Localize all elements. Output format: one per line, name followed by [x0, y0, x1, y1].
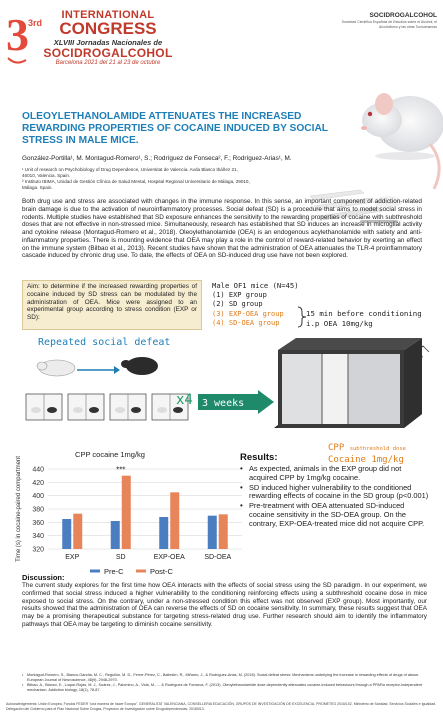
x-tick-label: EXP-OEA — [153, 554, 185, 561]
bar-prec-exp — [62, 519, 71, 549]
y-tick-label: 360 — [32, 519, 44, 527]
congress-dates: Barcelona 2021 del 21 al 23 de octubre — [55, 60, 161, 66]
y-tick-label: 340 — [32, 533, 44, 541]
result-item-1: • As expected, animals in the EXP group did not acquired CPP by 1mg/kg cocaine. — [240, 465, 430, 483]
results-section — [240, 452, 430, 530]
weeks-arrow-icon — [196, 390, 276, 414]
bar-postc-sd-oea — [219, 514, 228, 549]
society-logo-subtitle: Sociedad Científica Española de Estudios sobre el Alcohol, el Alcoholismo y las otras Toxicomanías — [341, 20, 437, 29]
group-item-sd: (2) SD group — [212, 300, 263, 308]
result-item-3: • Pre-treatment with OEA attenuated SD-induced cocaine sensitivity in the SD-OEA group. On the contrary, EXP-OEA-treated mice did not acquire CPP. — [240, 502, 430, 528]
defeat-cage-3 — [110, 394, 146, 420]
defeat-cage-2 — [68, 394, 104, 420]
x-tick-label: EXP — [65, 554, 80, 561]
bar-postc-sd — [122, 476, 131, 549]
cpp-subthreshold: subthreshold dose — [349, 446, 406, 452]
y-tick-label: 380 — [32, 506, 44, 514]
social-defeat-illustration — [22, 348, 192, 428]
legend-label: Pre-C — [104, 567, 124, 576]
ordinal-suffix: 3rd — [28, 18, 43, 28]
poster-authors: González-Portilla¹, M. Montagud-Romero¹, S.; Rodríguez de Fonseca², F.; Rodríguez-Arias¹, M. — [22, 155, 292, 162]
cpp-apparatus-photo — [268, 330, 428, 440]
society-logo-name: SOCIDROGALCOHOL — [369, 12, 437, 19]
congress-intl: INTERNATIONAL — [61, 9, 155, 21]
groups-title: Male OF1 mice (N=45) — [212, 281, 299, 290]
cpp-bar-chart — [10, 447, 250, 577]
poster-title: OLEOYLETHANOLAMIDE ATTENUATES THE INCREASED REWARDING PROPERTIES OF COCAINE INDUCED BY SOCIAL STRESS IN MALE MICE. — [22, 111, 328, 146]
discussion-section — [22, 573, 427, 629]
repeated-defeat-title: Repeated social defeat — [38, 337, 171, 348]
y-tick-label: 320 — [32, 546, 44, 554]
chart-title: CPP cocaine 1mg/kg — [75, 450, 145, 459]
references-list — [22, 673, 427, 693]
affiliation-1: ¹ Unit of research on Psychobiology of Drug Dependence, Universitat de Valencia. Avda Blasco Ibáñez 21, 46010, Valencia. Spain. — [22, 167, 238, 178]
bar-postc-exp-oea — [170, 492, 179, 549]
bar-prec-exp-oea — [159, 517, 168, 549]
bar-postc-exp — [73, 514, 82, 549]
y-tick-label: 400 — [32, 493, 44, 501]
affiliations — [22, 167, 252, 191]
y-tick-label: 420 — [32, 479, 44, 487]
y-axis-label: Time (s) in cocaine-paired compartment — [16, 456, 22, 562]
congress-jornadas: XLVIII Jornadas Nacionales de — [53, 38, 163, 47]
defeat-cage-1 — [26, 394, 62, 420]
conditioning-note — [306, 309, 426, 329]
conditioning-line-1: 15 min before conditioning — [306, 309, 422, 318]
group-item-exp: (1) EXP group — [212, 290, 267, 299]
ordinal-numeral: 3 — [6, 9, 29, 60]
white-mouse-photo — [350, 44, 443, 194]
legend-label: Post-C — [150, 567, 173, 576]
significance-annotation: *** — [116, 465, 126, 475]
aim-box: Aim: to determine if the increased rewarding properties of cocaine induced by SD stress can be modulated by the administration of OEA. Mice were assigned to an experimental group according to stress condition (EXP or SD): — [22, 280, 202, 330]
weeks-label: 3 weeks — [202, 398, 245, 409]
congress-title-block — [38, 10, 178, 67]
group-item-sd-oea: (4) SD-OEA group — [212, 319, 280, 327]
discussion-heading: Discussion: — [22, 573, 65, 582]
society-logo — [337, 12, 437, 30]
bar-prec-sd-oea — [208, 516, 217, 549]
result-item-2: • SD induced higher vulnerability to the conditioned rewarding effects of cocaine in the SD group (p<0.001) — [240, 484, 430, 502]
y-tick-label: 440 — [32, 466, 44, 474]
group-item-exp-oea: (3) EXP-OEA group — [212, 309, 284, 318]
conditioning-line-2: i.p OEA 10mg/kg — [306, 319, 373, 328]
acknowledgements: Acknowledgements: Unión Europea, Fondos FEDER "una manera de hacer Europa". GENERALITAT VALENCIANA, CONSELLERIA EDUCACIÓN, GRUPOS DE INVESTIGACIÓN DE EXCELENCIA. PROMETEO 2016/102. Ministerio de Sanidad, Servicios Sociales e Igualdad. Delegación del Gobierno para el Plan Nacional Sobre Drogas, Proyectos de Investigación sobre Drogodependencias, 2018I013. — [6, 702, 436, 711]
congress-word: CONGRESS — [59, 19, 157, 38]
affiliation-2: ² Instituto IBIMA, Unidad de Gestión Clínica de Salud Mental, Hospital Regional Universitario de Málaga, 29010, Málaga. Spain. — [22, 179, 250, 190]
reference-2: • Bilbao, A., Blanco, E., Luque-Rojas, M. J., Suárez, J., Palomino, A., Vida, M., ... & Rodríguez de Fonseca, F. (2013). Oleoylethanolamide dose-dependently attenuates cocaine-induced behaviours through a PPARα receptor-independent mechanism. Addiction biology, 18(1), 78-87. — [22, 683, 427, 693]
discussion-text: The current study explores for the first time how OEA interacts with the effects of social stress using the SD paradigm. In our experiment, we confirmed that social stress induced a higher vulnerability to the conditioning reinforcing effects using a subthreshold cocaine dose in mice exposed to social stress. On the contrary, under a non-stressed condition this effect was not observed (EXP group). Most importantly, our results showed that the administration of OEA can reverse the effects of SD on cocaine sensitivity. In summary, these results suggest that OEA may be a promising therapeutical substance for targeting stress-related drug use. Further research should aim to identify the inflammatory pathways that OEA may be targeting to diminish cocaine sensitivity. — [22, 582, 427, 628]
intro-paragraph: Both drug use and stress are associated with changes in the immune response. In this sense, an important component of addiction-related brain damage is due to the activation of neuroinflammatory processes. Social defeat (SD) is a procedure that aims to model social stress in rodents. Multiple studies have established that SD exposure enhances the sensitivity to the rewarding properties of cocaine with subthreshold doses that are not effective in non-stressed mice. Simultaneously, research has established that SD induces an increase in microglial activity and cytokine release (Montagud-Romero et al., 2018). Oleoylethanolamide (OEA) is an endogenous acylethanolamide with satiety and anti-inflammatory properties. There is mounting evidence that OEA may play a role in the control of reward-related behavior by exerting an effect on the immune system (Bilbao et al., 2013). Recent studies have shown that the administration of OEA attenuates the TLR-4 proinflammatory cascade induced by chronic drug use. To date, the effects of OEA on SD-induced drug use have not been explored. — [22, 198, 422, 260]
x-tick-label: SD-OEA — [204, 554, 232, 561]
bar-prec-sd — [111, 521, 120, 549]
reference-1: • Montagud-Romero, S., Blanco-Gandía, M. C., Reguilón, M. D., Ferrer-Pérez, C., Ballestín, R., Miñarro, J., & Rodríguez-Arias, M. (2018). Social defeat stress: Mechanisms underlying the increase in rewarding effects of drugs of abuse. European Journal of Neuroscience, 48(9), 2948-2970. — [22, 673, 427, 683]
x4-label: x4 — [176, 392, 193, 408]
congress-society: SOCIDROGALCOHOL — [43, 46, 173, 60]
cpp-prefix: CPP — [328, 443, 345, 453]
results-heading: Results: — [240, 452, 278, 463]
cpp-dose: Cocaine 1mg/kg — [328, 455, 404, 465]
results-list — [240, 465, 430, 529]
x-tick-label: SD — [115, 554, 126, 561]
